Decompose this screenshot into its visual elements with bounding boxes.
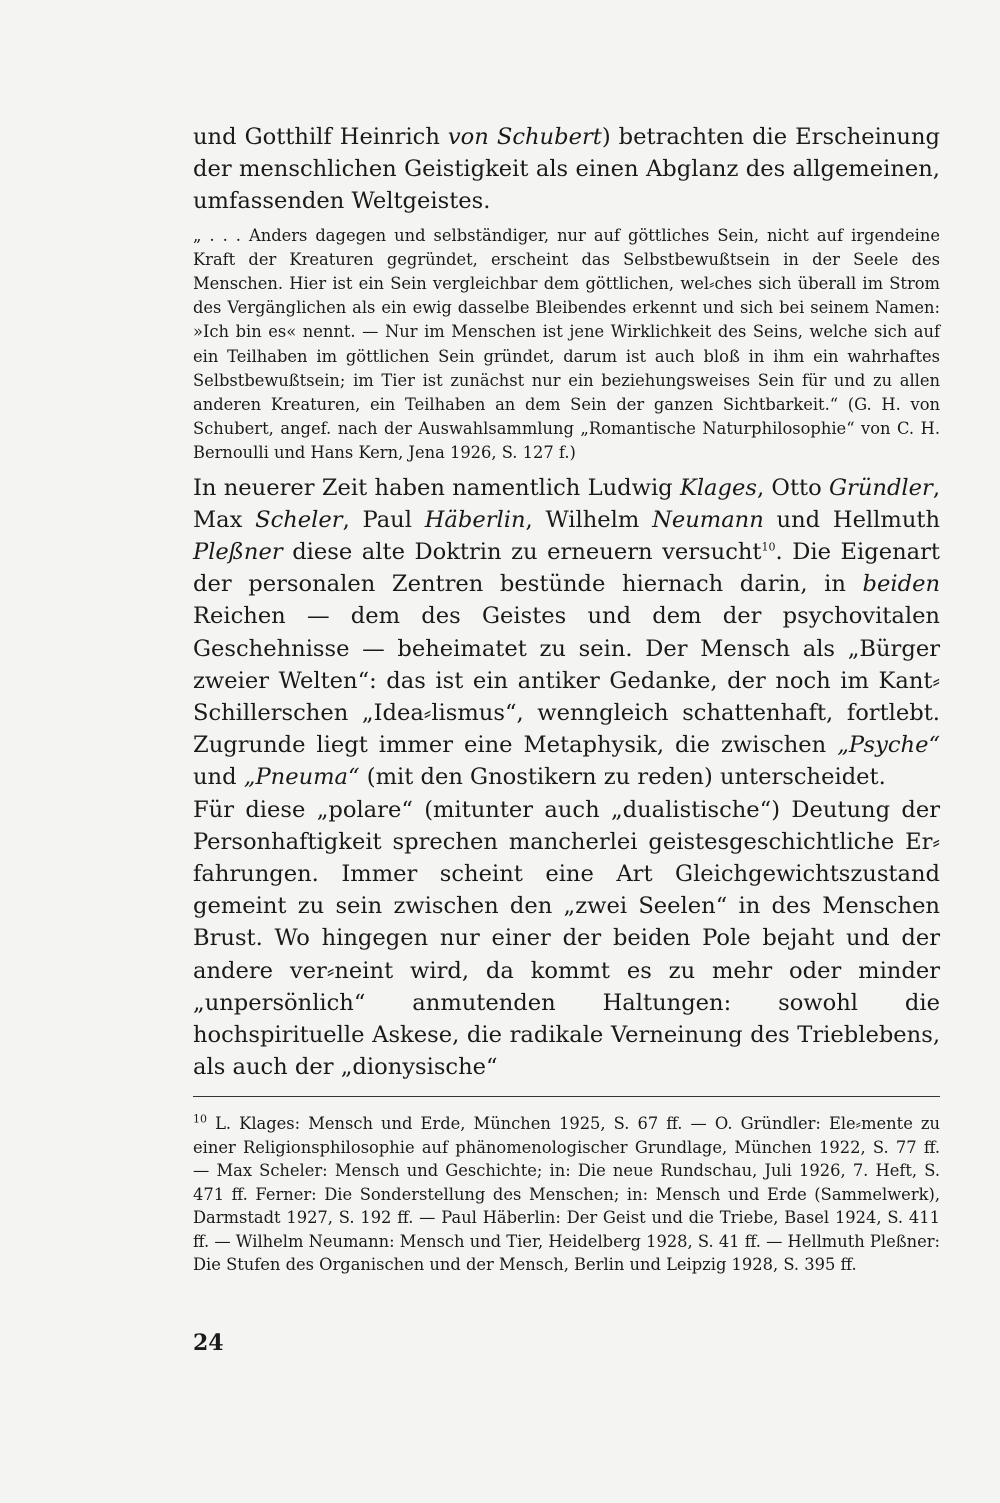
text-run: und xyxy=(193,732,948,791)
block-quote xyxy=(193,224,946,466)
text-run: und Gotthilf Heinrich xyxy=(193,124,448,150)
text-run-italic: beiden xyxy=(862,571,940,598)
text-run: ) betrachten die Erscheinung der menschlichen Geistigkeit als einen Abglanz des allgemeinen, umfassenden Weltgeistes. xyxy=(193,124,948,215)
text-run-italic: Neumann xyxy=(652,506,764,533)
paragraph-2 xyxy=(193,472,948,794)
paragraph-1 xyxy=(193,121,948,218)
text-run: (mit den Gnostikern zu reden) unterscheidet. xyxy=(359,764,886,791)
text-run: Reichen — dem des Geistes und dem der psychovitalen Geschehnisse — beheimatet zu sein. Der Mensch als „Bürger zweier Welten“: das ist ein antiker Gedanke, der noch im Kant⸗Schillerschen „Idea⸗lismus“, wenngleich schattenhaft, fortlebt. Zugrunde liegt immer eine Metaphysik, die zwischen xyxy=(193,571,948,759)
text-run-italic: Gründler xyxy=(829,474,933,501)
text-run: , Max xyxy=(193,474,948,533)
footnote-divider xyxy=(193,1096,940,1097)
footnote-10 xyxy=(193,1112,946,1277)
text-run: In neuerer Zeit haben namentlich Ludwig xyxy=(193,474,680,501)
text-run-italic: Pleßner xyxy=(193,539,283,566)
text-run: und Hellmuth xyxy=(763,506,948,533)
text-run-italic: Scheler xyxy=(255,506,343,533)
paragraph-3-text: Für diese „polare“ (mitunter auch „dualistische“) Deutung der Personhaftigkeit sprechen mancherlei geistesgeschichtliche Er⸗fahrungen. Immer scheint eine Art Gleichgewichtszustand gemeint zu sein zwischen den „zwei Seelen“ in des Menschen Brust. Wo hingegen nur einer der beiden Pole bejaht und der andere ver⸗neint wird, da kommt es zu mehr oder minder „unpersönlich“ anmutenden Haltungen: sowohl die hochspirituelle Askese, die radikale Verneinung des Trieblebens, als auch der „dionysische“ xyxy=(193,796,948,1081)
text-run-italic: Klages xyxy=(679,474,757,501)
text-run: diese alte Doktrin zu erneuern versucht xyxy=(282,539,762,566)
text-run-italic: „Psyche“ xyxy=(837,732,940,759)
text-column xyxy=(193,121,948,1084)
text-run-italic: Häberlin xyxy=(424,506,526,533)
text-run-italic: „Pneuma“ xyxy=(243,764,360,791)
text-run: , Paul xyxy=(342,506,425,533)
page-number: 24 xyxy=(193,1330,224,1356)
text-run: , Wilhelm xyxy=(525,506,653,533)
text-run-italic: von Schubert xyxy=(447,124,602,150)
footnote-mark: 10 xyxy=(193,1112,207,1126)
quote-text: „ . . . Anders dagegen und selbständiger, nur auf göttliches Sein, nicht auf irgendeine Kraft der Kreaturen gegründet, erscheint das Selbstbewußtsein in der Seele des Menschen. Hier ist ein Sein vergleichbar dem göttlichen, wel⸗ches sich überall im Strom des Vergänglichen als ein ewig dasselbe Bleibendes erkennt und sich bei seinem Namen: »Ich bin es« nennt. — Nur im Menschen ist jene Wirklichkeit des Seins, welche sich auf ein Teilhaben im göttlichen Sein gründet, darum ist auch bloß in ihm ein wahrhaftes Selbstbewußtsein; im Tier ist zunächst nur ein beziehungsweises Sein für und zu allen anderen Kreaturen, ein Teilhaben an dem Sein der ganzen Sichtbarkeit.“ (G. H. von Schubert, angef. nach der Auswahlsammlung „Romantische Naturphilosophie“ von C. H. Bernoulli und Hans Kern, Jena 1926, S. 127 f.) xyxy=(193,225,946,463)
footnote-text: L. Klages: Mensch und Erde, München 1925, S. 67 ff. — O. Gründler: Ele⸗mente zu einer Religionsphilosophie auf phänomenologischer Grundlage, München 1922, S. 77 ff. — Max Scheler: Mensch und Geschichte; in: Die neue Rundschau, Juli 1926, 7. Heft, S. 471 ff. Ferner: Die Sonderstellung des Menschen; in: Mensch und Erde (Sammelwerk), Darmstadt 1927, S. 192 ff. — Paul Häberlin: Der Geist und die Triebe, Basel 1924, S. 411 ff. — Wilhelm Neumann: Mensch und Tier, Heidelberg 1928, S. 41 ff. — Hellmuth Pleßner: Die Stufen des Organischen und der Mensch, Berlin und Leipzig 1928, S. 395 ff. xyxy=(193,1114,946,1274)
text-run: . Die Eigenart der personalen Zentren bestünde hiernach darin, in xyxy=(193,539,948,598)
text-run: , Otto xyxy=(756,474,829,501)
footnote-reference: 10 xyxy=(761,540,776,554)
paragraph-3 xyxy=(193,794,948,1084)
